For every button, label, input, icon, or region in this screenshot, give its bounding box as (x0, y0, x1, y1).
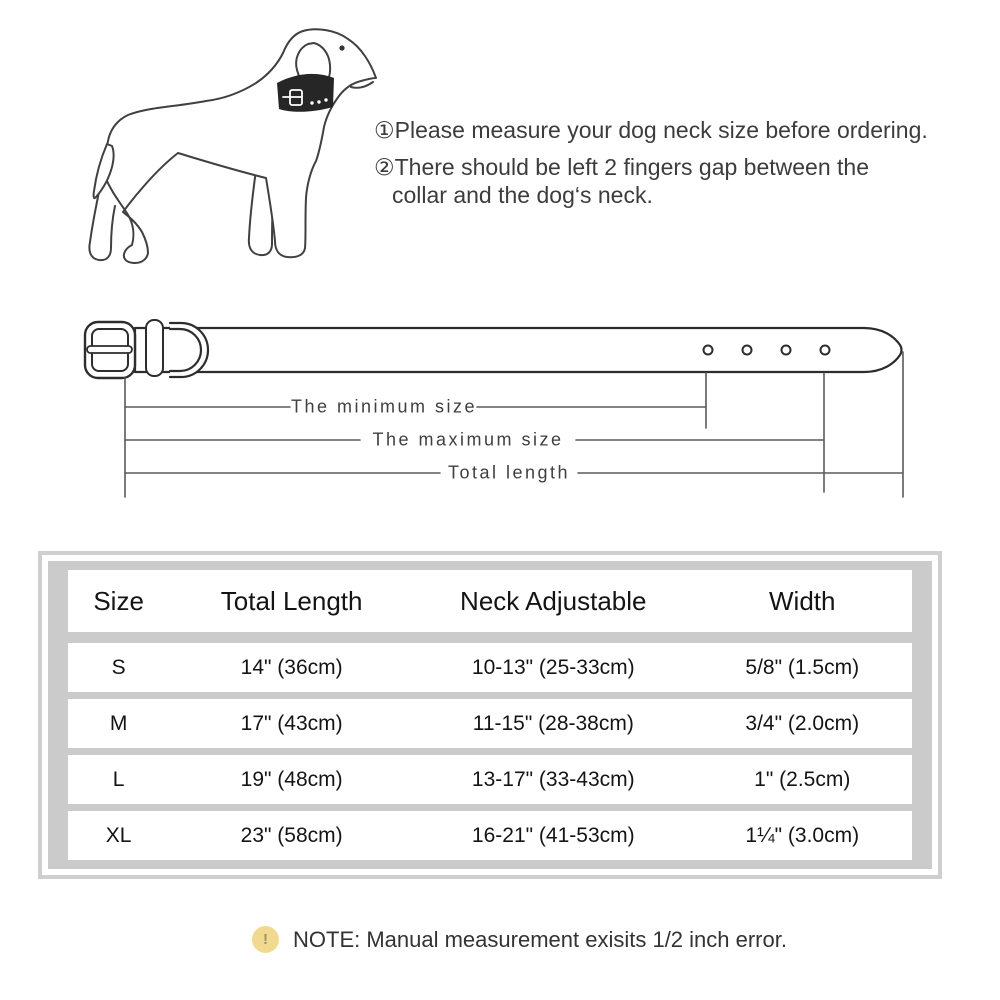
cell-neck-adjustable: 16-21" (41-53cm) (471, 823, 635, 847)
dog-tail (94, 144, 114, 198)
cell-total-length: 14" (36cm) (240, 655, 343, 679)
cell-width: 1¼" (3.0cm) (745, 823, 860, 847)
cell-total-length: 17" (43cm) (240, 711, 343, 735)
cell-total-length: 19" (48cm) (240, 767, 343, 791)
note-text: NOTE: Manual measurement exisits 1/2 inch error. (293, 926, 787, 952)
cell-width: 1" (2.5cm) (754, 767, 851, 791)
size-table-panel (48, 561, 932, 869)
note (252, 926, 787, 953)
cell-width: 5/8" (1.5cm) (745, 655, 860, 679)
cell-total-length: 23" (58cm) (240, 823, 343, 847)
maximum-size-label: The maximum size (372, 429, 564, 450)
keeper-loop (146, 320, 163, 376)
dog-body-outline (101, 29, 376, 263)
minimum-size-label: The minimum size (290, 396, 478, 417)
cell-neck-adjustable: 11-15" (28-38cm) (472, 711, 634, 735)
cell-size: M (109, 711, 128, 735)
table-row (68, 643, 912, 692)
header-width: Width (769, 585, 836, 616)
total-length-label: Total length (447, 462, 571, 483)
dog-eye (339, 45, 344, 50)
instruction-line-1: ①Please measure your dog neck size before ordering. (374, 117, 928, 143)
header-total-length: Total Length (220, 585, 363, 616)
cell-size: XL (105, 823, 132, 847)
size-table (38, 551, 942, 879)
dog-collar-band (277, 74, 334, 112)
instruction-line-3: collar and the dog‘s neck. (392, 182, 653, 208)
instruction-line-2: ②There should be left 2 fingers gap between the (374, 154, 869, 180)
header-neck-adjustable: Neck Adjustable (460, 585, 647, 616)
cell-neck-adjustable: 13-17" (33-43cm) (471, 767, 635, 791)
buckle-prong (87, 346, 132, 353)
cell-neck-adjustable: 10-13" (25-33cm) (471, 655, 635, 679)
cell-width: 3/4" (2.0cm) (745, 711, 860, 735)
table-row (68, 755, 912, 804)
header-size: Size (93, 585, 144, 616)
size-table-header-row (68, 570, 912, 632)
dog-illustration (58, 8, 398, 298)
cell-size: L (112, 767, 125, 791)
exclamation-icon: ! (252, 926, 279, 953)
table-row (68, 699, 912, 748)
cell-size: S (111, 655, 126, 679)
table-row (68, 811, 912, 860)
